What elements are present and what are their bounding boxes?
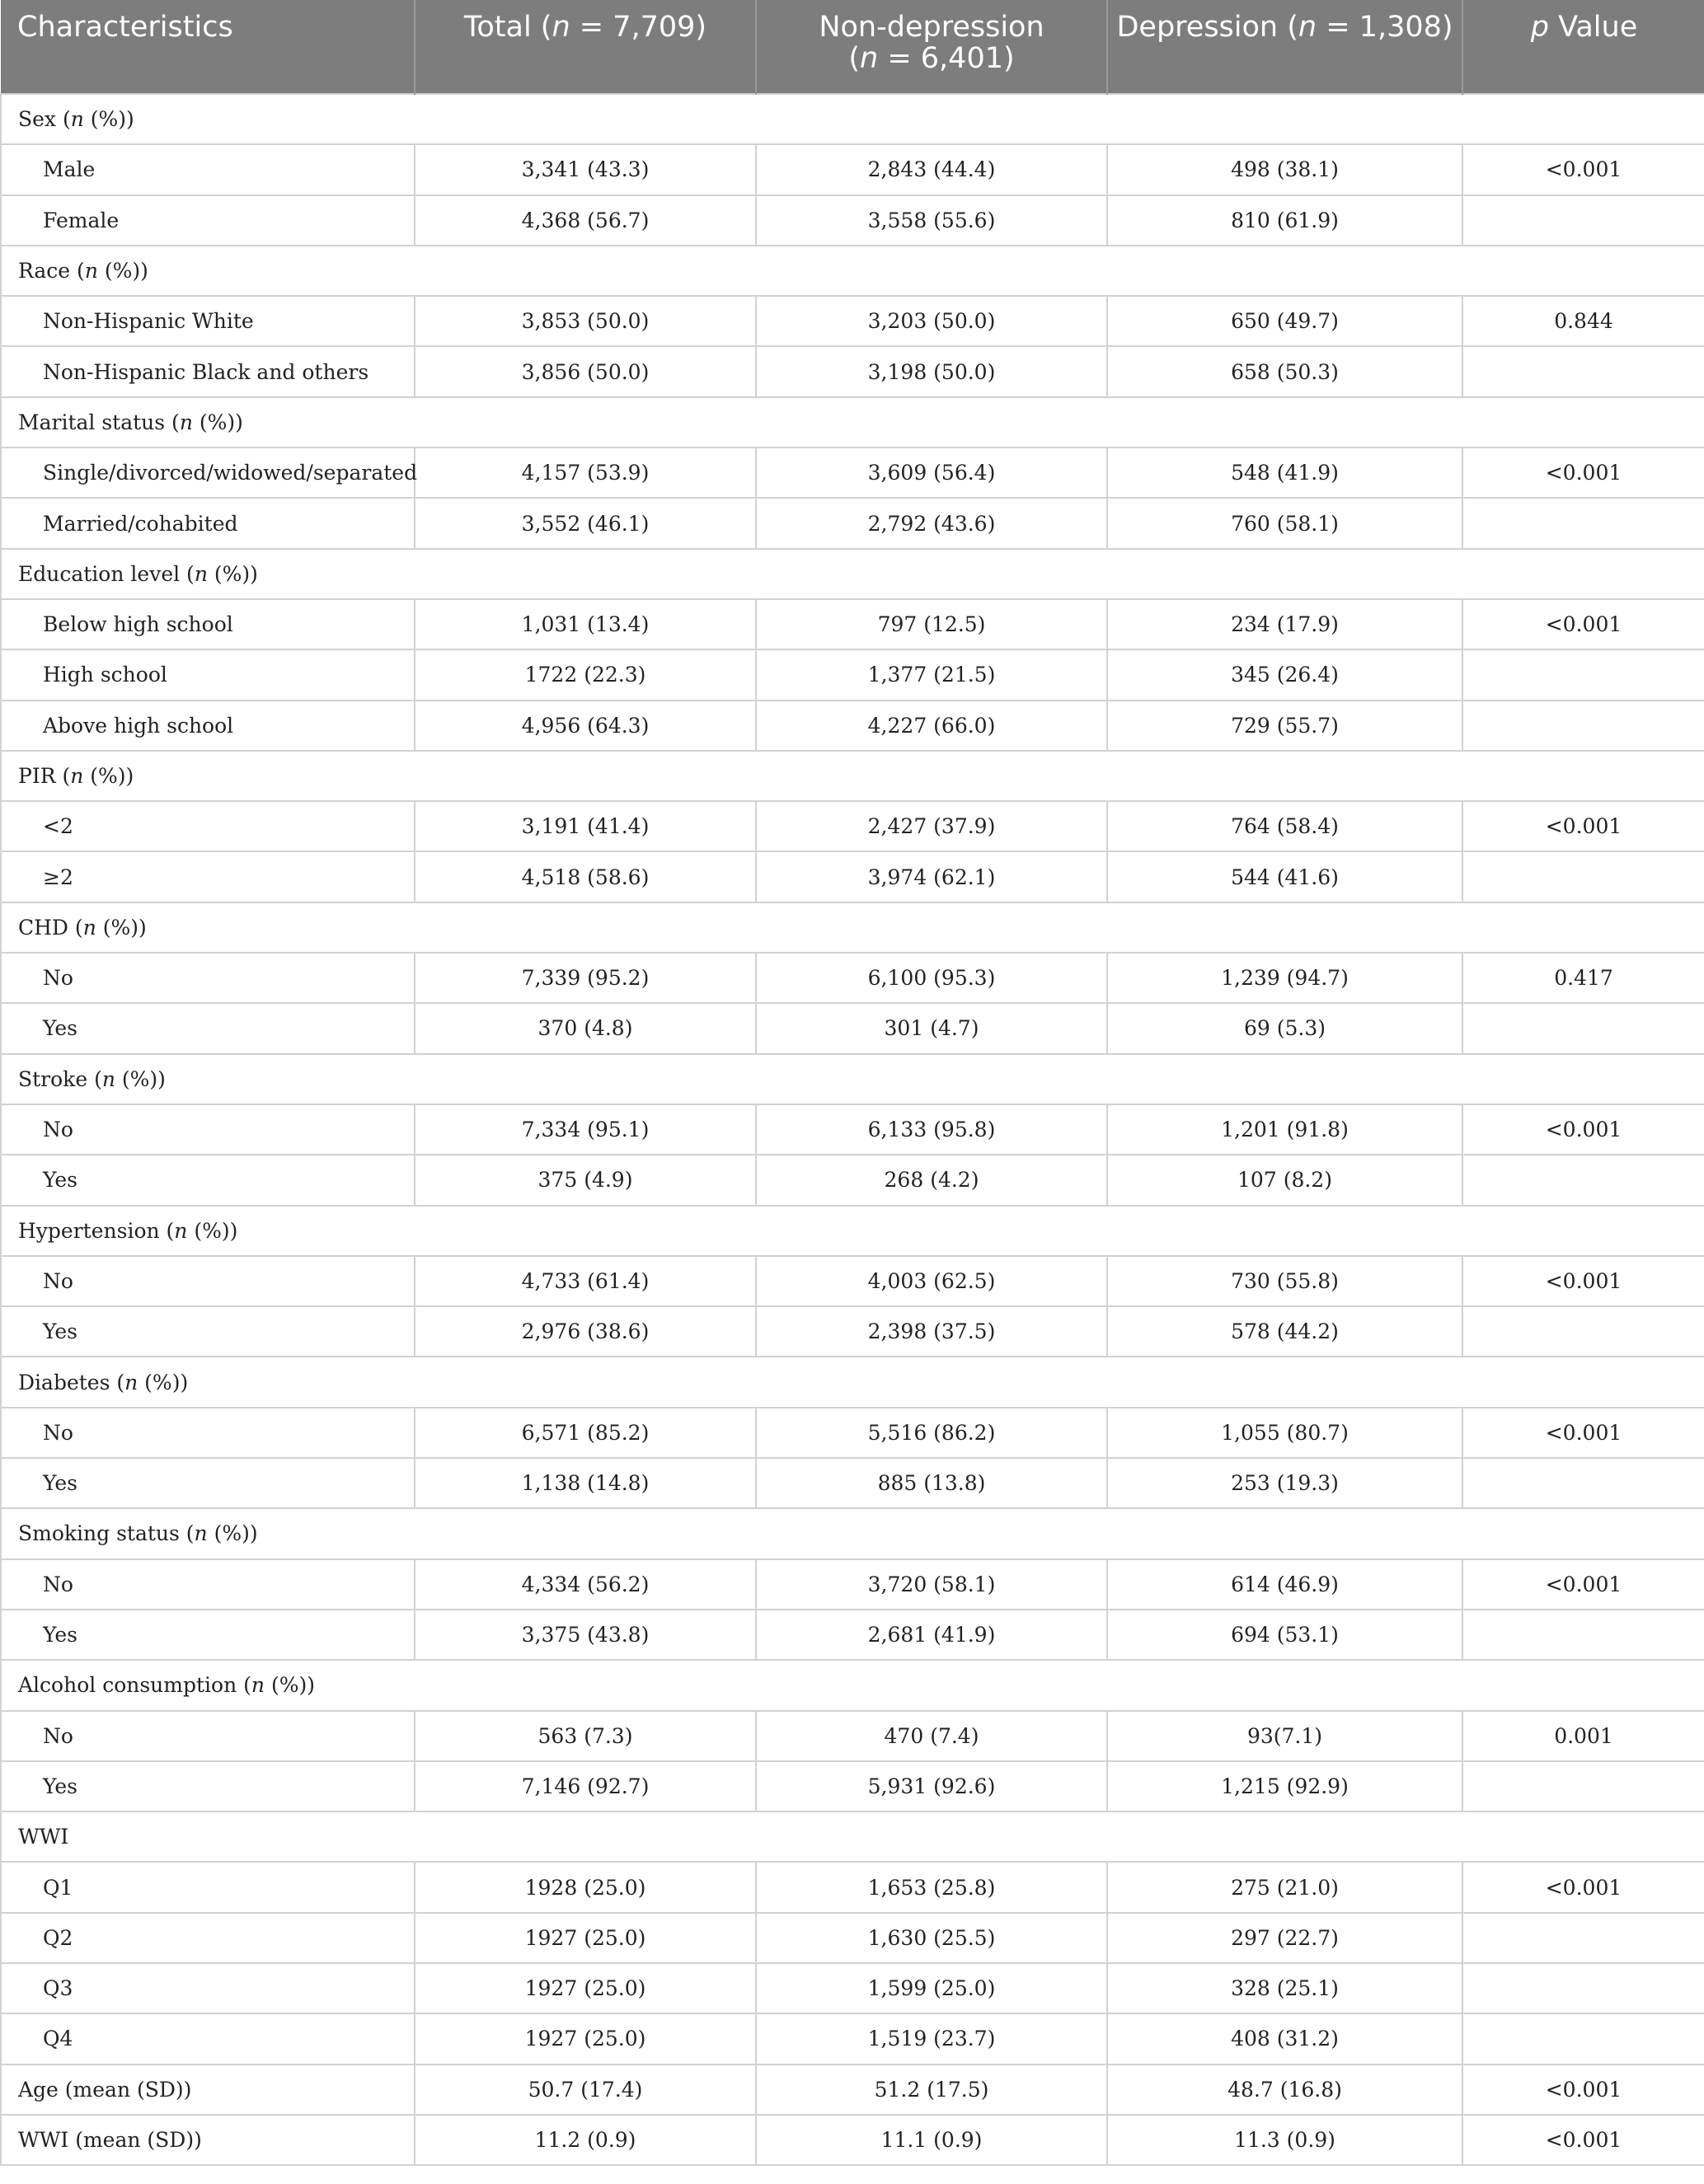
table-cell: 93(7.1)	[1107, 1711, 1462, 1761]
table-cell: 1722 (22.3)	[415, 649, 756, 700]
text-fragment: Stroke (	[18, 1066, 102, 1091]
text-fragment: (%))	[97, 259, 148, 284]
table-cell: <0.001	[1462, 801, 1704, 851]
table-cell: 4,956 (64.3)	[415, 701, 756, 751]
table-cell: No	[1, 1256, 415, 1306]
table-cell: Female	[1, 195, 415, 246]
text-fragment: n	[1298, 11, 1317, 44]
table-row	[1, 599, 1704, 649]
table-row	[1, 498, 1704, 548]
text-fragment: n	[194, 561, 208, 586]
text-fragment: n	[82, 915, 96, 940]
text-fragment: (%))	[192, 410, 243, 434]
table-row	[1, 1610, 1704, 1660]
table-row	[1, 851, 1704, 902]
table-cell: ≥2	[1, 851, 415, 902]
table-cell: Married/cohabited	[1, 498, 415, 548]
group-row-race	[1, 246, 1704, 296]
table-cell: 797 (12.5)	[756, 599, 1107, 649]
table-cell: 2,398 (37.5)	[756, 1306, 1107, 1357]
text-fragment: (%))	[187, 1218, 238, 1243]
table-cell: 1927 (25.0)	[415, 1913, 756, 1963]
table-row	[1, 448, 1704, 498]
table-cell: 498 (38.1)	[1107, 144, 1462, 194]
table-cell: No	[1, 1559, 415, 1610]
text-fragment: (%))	[207, 561, 258, 586]
table-cell	[1462, 701, 1704, 751]
table-row	[1, 953, 1704, 1003]
table-cell: 578 (44.2)	[1107, 1306, 1462, 1357]
text-fragment: (	[848, 42, 861, 75]
table-row	[1, 144, 1704, 194]
table-cell: <0.001	[1462, 1256, 1704, 1306]
table-cell: 370 (4.8)	[415, 1003, 756, 1053]
table-row	[1, 1003, 1704, 1053]
table-cell: 4,334 (56.2)	[415, 1559, 756, 1610]
table-row	[1, 2064, 1704, 2115]
text-fragment: n	[860, 42, 879, 75]
text-fragment: Hypertension (	[18, 1218, 175, 1243]
table-cell: 730 (55.8)	[1107, 1256, 1462, 1306]
table-cell: 1,215 (92.9)	[1107, 1761, 1462, 1811]
table-cell: 268 (4.2)	[756, 1155, 1107, 1205]
table-cell	[1462, 2013, 1704, 2064]
table-row	[1, 1256, 1704, 1306]
table-row	[1, 2013, 1704, 2064]
text-fragment: Non-depression	[819, 11, 1044, 44]
table-cell: 4,227 (66.0)	[756, 701, 1107, 751]
table-cell: 810 (61.9)	[1107, 195, 1462, 246]
table-cell: <0.001	[1462, 599, 1704, 649]
table-row	[1, 701, 1704, 751]
table-cell: 6,133 (95.8)	[756, 1104, 1107, 1155]
table-cell: 0.001	[1462, 1711, 1704, 1761]
group-label	[1, 1660, 1704, 1710]
text-fragment: Value	[1548, 11, 1638, 44]
text-fragment: n	[84, 259, 98, 284]
table-cell: 3,609 (56.4)	[756, 448, 1107, 498]
group-row-marital	[1, 397, 1704, 448]
text-fragment: n	[101, 1066, 115, 1091]
table-row	[1, 1306, 1704, 1357]
group-label	[1, 1206, 1704, 1256]
table-cell: 1,519 (23.7)	[756, 2013, 1107, 2064]
group-row-chd	[1, 902, 1704, 953]
table-cell: Yes	[1, 1155, 415, 1205]
table-cell: 3,203 (50.0)	[756, 296, 1107, 346]
table-cell: 1,201 (91.8)	[1107, 1104, 1462, 1155]
table-cell: 470 (7.4)	[756, 1711, 1107, 1761]
table-cell: 107 (8.2)	[1107, 1155, 1462, 1205]
table-cell: 3,856 (50.0)	[415, 346, 756, 396]
header-characteristics	[1, 0, 415, 94]
table-cell: 1,031 (13.4)	[415, 599, 756, 649]
table-cell: 3,552 (46.1)	[415, 498, 756, 548]
table-cell: Yes	[1, 1761, 415, 1811]
table-cell: 2,792 (43.6)	[756, 498, 1107, 548]
table-cell: 4,003 (62.5)	[756, 1256, 1107, 1306]
table-cell: 275 (21.0)	[1107, 1862, 1462, 1912]
table-cell: 4,518 (58.6)	[415, 851, 756, 902]
group-row-pir	[1, 751, 1704, 801]
text-fragment: (%))	[265, 1673, 315, 1698]
text-fragment: = 1,308)	[1317, 11, 1453, 44]
table-cell: 3,558 (55.6)	[756, 195, 1107, 246]
text-fragment: (%))	[115, 1066, 166, 1091]
text-fragment: Marital status (	[18, 410, 180, 434]
text-fragment: n	[70, 764, 84, 788]
table-cell: 234 (17.9)	[1107, 599, 1462, 649]
table-cell	[1462, 1761, 1704, 1811]
table-cell: 0.844	[1462, 296, 1704, 346]
group-row-hypertension	[1, 1206, 1704, 1256]
text-fragment: n	[552, 11, 570, 44]
table-cell: 51.2 (17.5)	[756, 2064, 1107, 2115]
text-fragment: (%))	[83, 764, 134, 788]
table-row	[1, 1155, 1704, 1205]
text-fragment: n	[70, 107, 84, 132]
text-fragment: n	[194, 1521, 208, 1546]
table-cell: 2,681 (41.9)	[756, 1610, 1107, 1660]
table-cell: 4,733 (61.4)	[415, 1256, 756, 1306]
table-cell: 3,720 (58.1)	[756, 1559, 1107, 1610]
table-cell: 4,368 (56.7)	[415, 195, 756, 246]
table-row	[1, 2115, 1704, 2165]
table-cell: 729 (55.7)	[1107, 701, 1462, 751]
table-cell: 3,198 (50.0)	[756, 346, 1107, 396]
table-cell: 375 (4.9)	[415, 1155, 756, 1205]
table-cell: <0.001	[1462, 448, 1704, 498]
table-cell: No	[1, 953, 415, 1003]
table-cell: 50.7 (17.4)	[415, 2064, 756, 2115]
table-cell: High school	[1, 649, 415, 700]
table-cell: 1,630 (25.5)	[756, 1913, 1107, 1963]
table-cell: <0.001	[1462, 1408, 1704, 1458]
table-cell: 563 (7.3)	[415, 1711, 756, 1761]
table-cell: 2,976 (38.6)	[415, 1306, 756, 1357]
table-cell: Non-Hispanic White	[1, 296, 415, 346]
text-fragment: n	[179, 410, 193, 434]
text-fragment: Characteristics	[17, 11, 233, 44]
table-cell: 4,157 (53.9)	[415, 448, 756, 498]
table-cell: 1,599 (25.0)	[756, 1963, 1107, 2013]
group-label	[1, 1054, 1704, 1104]
table-cell: 1927 (25.0)	[415, 1963, 756, 2013]
table-cell: 0.417	[1462, 953, 1704, 1003]
table-cell: 3,375 (43.8)	[415, 1610, 756, 1660]
table-cell	[1462, 1610, 1704, 1660]
group-label	[1, 397, 1704, 448]
table-cell: 1,055 (80.7)	[1107, 1408, 1462, 1458]
table-row	[1, 195, 1704, 246]
table-body	[1, 94, 1704, 2165]
text-fragment: Diabetes (	[18, 1370, 125, 1394]
table-cell: 658 (50.3)	[1107, 346, 1462, 396]
table-cell: No	[1, 1711, 415, 1761]
table-cell: Non-Hispanic Black and others	[1, 346, 415, 396]
table-cell: WWI (mean (SD))	[1, 2115, 415, 2165]
table-cell: No	[1, 1408, 415, 1458]
table-cell	[1462, 195, 1704, 246]
table-cell: 2,427 (37.9)	[756, 801, 1107, 851]
table-cell: 48.7 (16.8)	[1107, 2064, 1462, 2115]
table-row	[1, 346, 1704, 396]
table-cell: Below high school	[1, 599, 415, 649]
table-cell: No	[1, 1104, 415, 1155]
table-cell: 11.2 (0.9)	[415, 2115, 756, 2165]
text-fragment: n	[124, 1370, 138, 1394]
table-cell: 11.3 (0.9)	[1107, 2115, 1462, 2165]
text-fragment: = 6,401)	[878, 42, 1015, 75]
table-cell: Q2	[1, 1913, 415, 1963]
group-row-wwi	[1, 1811, 1704, 1862]
table-cell: Single/divorced/widowed/separated	[1, 448, 415, 498]
table-cell: 694 (53.1)	[1107, 1610, 1462, 1660]
table-cell	[1462, 346, 1704, 396]
text-fragment: Sex (	[18, 107, 71, 132]
table-cell	[1462, 1155, 1704, 1205]
table-cell: 650 (49.7)	[1107, 296, 1462, 346]
table-cell: 1,377 (21.5)	[756, 649, 1107, 700]
table-row	[1, 1862, 1704, 1912]
table-cell	[1462, 1306, 1704, 1357]
table-row	[1, 801, 1704, 851]
table-cell: Yes	[1, 1003, 415, 1053]
table-row	[1, 1104, 1704, 1155]
header-non-depression	[756, 0, 1107, 94]
table-cell: 1,653 (25.8)	[756, 1862, 1107, 1912]
table-cell: 345 (26.4)	[1107, 649, 1462, 700]
table-cell: <0.001	[1462, 2064, 1704, 2115]
table-cell: 1927 (25.0)	[415, 2013, 756, 2064]
table-cell: <0.001	[1462, 1559, 1704, 1610]
table-row	[1, 1913, 1704, 1963]
table-row	[1, 649, 1704, 700]
table-cell: 408 (31.2)	[1107, 2013, 1462, 2064]
table-cell: 548 (41.9)	[1107, 448, 1462, 498]
table-cell: <0.001	[1462, 1862, 1704, 1912]
group-label	[1, 94, 1704, 144]
group-label	[1, 549, 1704, 599]
table-cell: 69 (5.3)	[1107, 1003, 1462, 1053]
table-cell: Above high school	[1, 701, 415, 751]
table-cell: 6,571 (85.2)	[415, 1408, 756, 1458]
text-fragment: (%))	[138, 1370, 189, 1394]
table-cell: 614 (46.9)	[1107, 1559, 1462, 1610]
table-row	[1, 296, 1704, 346]
group-row-diabetes	[1, 1357, 1704, 1407]
table-cell: Yes	[1, 1458, 415, 1508]
text-fragment: (%))	[96, 915, 147, 940]
table-cell: Age (mean (SD))	[1, 2064, 415, 2115]
table-cell: 5,516 (86.2)	[756, 1408, 1107, 1458]
table-cell: Male	[1, 144, 415, 194]
group-label	[1, 902, 1704, 953]
table-cell: 253 (19.3)	[1107, 1458, 1462, 1508]
table-cell: 1928 (25.0)	[415, 1862, 756, 1912]
group-label	[1, 246, 1704, 296]
header-row	[1, 0, 1704, 94]
header-p-value	[1462, 0, 1704, 94]
table-cell: 760 (58.1)	[1107, 498, 1462, 548]
header-total	[415, 0, 756, 94]
text-fragment: Depression (	[1116, 11, 1298, 44]
text-fragment: n	[251, 1673, 265, 1698]
table-cell: 7,339 (95.2)	[415, 953, 756, 1003]
table-cell: Q1	[1, 1862, 415, 1912]
table-row	[1, 1408, 1704, 1458]
table-cell: 1,239 (94.7)	[1107, 953, 1462, 1003]
header-depression	[1107, 0, 1462, 94]
table-cell: <0.001	[1462, 2115, 1704, 2165]
group-row-sex	[1, 94, 1704, 144]
group-label	[1, 1508, 1704, 1558]
table-cell: <0.001	[1462, 1104, 1704, 1155]
table-cell: 764 (58.4)	[1107, 801, 1462, 851]
table-cell: 6,100 (95.3)	[756, 953, 1107, 1003]
group-label	[1, 1357, 1704, 1407]
text-fragment: (%))	[207, 1521, 258, 1546]
table-cell: Yes	[1, 1610, 415, 1660]
table-cell: 7,334 (95.1)	[415, 1104, 756, 1155]
table-cell	[1462, 1003, 1704, 1053]
text-fragment: Alcohol consumption (	[18, 1673, 251, 1698]
group-row-alcohol	[1, 1660, 1704, 1710]
table-cell: 5,931 (92.6)	[756, 1761, 1107, 1811]
table-header	[1, 0, 1704, 94]
table-cell: 328 (25.1)	[1107, 1963, 1462, 2013]
text-fragment: Total (	[463, 11, 552, 44]
table-cell: 7,146 (92.7)	[415, 1761, 756, 1811]
text-fragment: Education level (	[18, 561, 195, 586]
table-cell: 3,853 (50.0)	[415, 296, 756, 346]
text-fragment: PIR (	[18, 764, 71, 788]
table-cell: 2,843 (44.4)	[756, 144, 1107, 194]
table-cell: <2	[1, 801, 415, 851]
text-fragment: Smoking status (	[18, 1521, 195, 1546]
table-cell: 3,191 (41.4)	[415, 801, 756, 851]
table-cell	[1462, 649, 1704, 700]
table-row	[1, 1458, 1704, 1508]
table-cell: Q4	[1, 2013, 415, 2064]
table-cell: 3,341 (43.3)	[415, 144, 756, 194]
table-cell	[1462, 1913, 1704, 1963]
table-cell	[1462, 1963, 1704, 2013]
text-fragment: Race (	[18, 259, 85, 284]
group-label	[1, 751, 1704, 801]
table-cell: 544 (41.6)	[1107, 851, 1462, 902]
group-label: WWI	[1, 1811, 1704, 1862]
table-row	[1, 1711, 1704, 1761]
text-fragment: (%))	[83, 107, 134, 132]
table-cell	[1462, 498, 1704, 548]
table-row	[1, 1963, 1704, 2013]
text-fragment: n	[174, 1218, 188, 1243]
group-row-smoking	[1, 1508, 1704, 1558]
table-cell	[1462, 1458, 1704, 1508]
table-cell	[1462, 851, 1704, 902]
table-cell: Yes	[1, 1306, 415, 1357]
text-fragment: = 7,709)	[570, 11, 707, 44]
group-row-stroke	[1, 1054, 1704, 1104]
table-row	[1, 1761, 1704, 1811]
table-cell: 301 (4.7)	[756, 1003, 1107, 1053]
text-fragment: p	[1530, 11, 1549, 44]
table-cell: 297 (22.7)	[1107, 1913, 1462, 1963]
text-fragment: CHD (	[18, 915, 83, 940]
table-cell: 11.1 (0.9)	[756, 2115, 1107, 2165]
table-cell: 885 (13.8)	[756, 1458, 1107, 1508]
table-cell: Q3	[1, 1963, 415, 2013]
table-cell: <0.001	[1462, 144, 1704, 194]
table-cell: 3,974 (62.1)	[756, 851, 1107, 902]
table-cell: 1,138 (14.8)	[415, 1458, 756, 1508]
table-row	[1, 1559, 1704, 1610]
group-row-education	[1, 549, 1704, 599]
